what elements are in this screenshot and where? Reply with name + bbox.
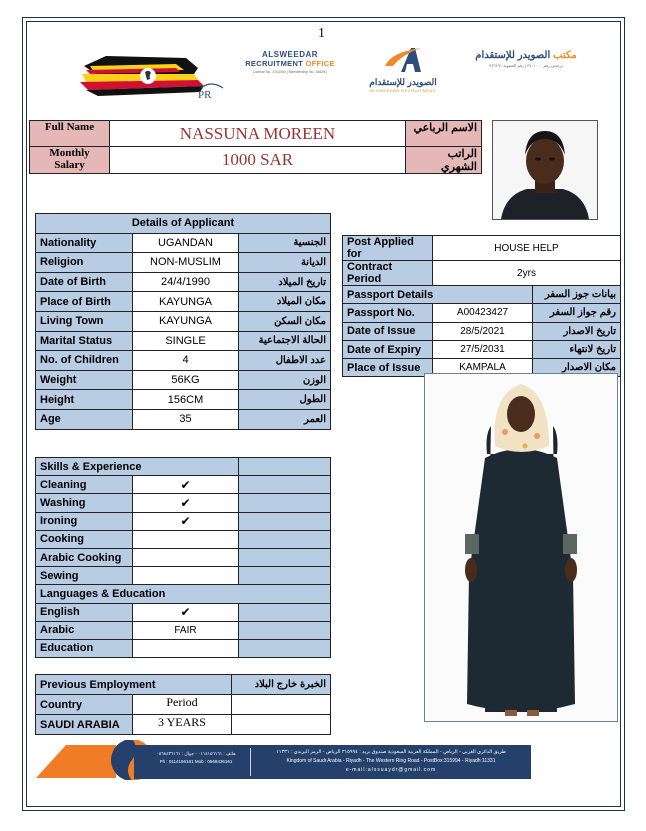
passport-label: Place of Issue: [343, 359, 433, 377]
details-label-ar: عدد الاطفال: [239, 351, 331, 371]
language-value: FAIR: [133, 621, 239, 639]
previous-row: [36, 715, 331, 735]
skills-section-row: [36, 458, 331, 476]
passport-title-ar: بيانات جوز السفر: [533, 286, 621, 304]
salary-value: 1000 SAR: [110, 147, 406, 174]
details-row: [36, 311, 331, 331]
previous-header-row: [36, 695, 331, 715]
country-value: SAUDI ARABIA: [36, 715, 133, 735]
skill-row: [36, 530, 331, 548]
skill-row: [36, 512, 331, 530]
languages-section-row: [36, 585, 331, 603]
details-row: [36, 370, 331, 390]
passport-row: [343, 322, 621, 340]
details-label: Marital Status: [36, 331, 133, 351]
post-row: [343, 236, 621, 261]
passport-label-ar: مكان الاصدار: [533, 359, 621, 377]
country-header: Country: [36, 695, 133, 715]
full-name-label-ar: الاسم الرباعي: [406, 121, 482, 147]
details-label-ar: الديانة: [239, 253, 331, 273]
language-value: [133, 639, 239, 657]
details-label: Religion: [36, 253, 133, 273]
office-arabic-logo: مكتب الصويدر للإستقدام ترخيص رقم ٣٧٠١٠٠٠ | رقم العضوية ٣٤٦٢٩١: [456, 50, 596, 68]
footer-contact-band: [134, 745, 531, 779]
footer-phone-en: Ph : 0114156161 Mob : 0568436161: [159, 759, 233, 764]
passport-row: [343, 304, 621, 322]
contract-row: [343, 261, 621, 286]
skill-label: Cooking: [36, 530, 133, 548]
details-row: [36, 351, 331, 371]
details-row: [36, 409, 331, 429]
passport-value: 27/5/2031: [433, 340, 533, 358]
details-label: Place of Birth: [36, 292, 133, 312]
footer-address-ar: طريق الدائري الغربي - الرياض - المملكة العربية السعودية صندوق بريد : ٣١٥٩٩٤ الرياض - الرمز البريدي : ١١٣٣١: [276, 749, 506, 755]
skill-row: [36, 567, 331, 585]
details-value: 35: [133, 409, 239, 429]
skill-row: [36, 494, 331, 512]
details-value: SINGLE: [133, 331, 239, 351]
full-name-row: [30, 121, 482, 147]
previous-title: Previous Employment: [36, 675, 232, 695]
details-value: NON-MUSLIM: [133, 253, 239, 273]
skill-label: Sewing: [36, 567, 133, 585]
passport-label-ar: تاريخ لانتهاء: [533, 340, 621, 358]
details-label-ar: الجنسية: [239, 233, 331, 253]
full-name-value: NASSUNA MOREEN: [110, 121, 406, 147]
details-label-ar: مكان الميلاد: [239, 292, 331, 312]
details-label: No. of Children: [36, 351, 133, 371]
passport-label: Date of Issue: [343, 322, 433, 340]
office-name-line1: ALSWEEDAR: [261, 50, 319, 59]
skill-label: Cleaning: [36, 476, 133, 494]
passport-value: KAMPALA: [433, 359, 533, 377]
full-body-photo: [424, 373, 618, 722]
skill-check-icon: ✔: [133, 476, 239, 494]
full-name-label: Full Name: [30, 121, 110, 147]
footer-email: e-mail:alssuaydr@gmail.com: [345, 767, 437, 773]
passport-value: A00423427: [433, 304, 533, 322]
previous-employment-table: [35, 674, 331, 735]
footer-phone-ar: هاتف : ٠١١٤١٥٦١٦١ - جوال : ٠٥٦٨٤٣٦١٦١: [156, 751, 236, 756]
passport-label: Passport No.: [343, 304, 433, 322]
alsweedar-office-logo: [236, 50, 344, 74]
skill-check-icon: ✔: [133, 494, 239, 512]
details-row: [36, 292, 331, 312]
details-value: 4: [133, 351, 239, 371]
skill-value: [133, 567, 239, 585]
details-label: Nationality: [36, 233, 133, 253]
a-logo-arabic: الصويدر للإستقدام: [369, 77, 437, 87]
period-header: Period: [133, 695, 232, 715]
language-label: Education: [36, 639, 133, 657]
languages-title: Languages & Education: [36, 585, 331, 603]
details-value: UGANDAN: [133, 233, 239, 253]
a-logo-english: ALSWEEDAR RECRUITMENT: [370, 88, 436, 93]
skills-table: [35, 457, 331, 658]
contract-value: 2yrs: [433, 261, 621, 286]
page-number: 1: [318, 26, 325, 41]
office-name-line2: RECRUITMENT OFFICE: [245, 59, 335, 68]
language-check-icon: ✔: [133, 603, 239, 621]
details-row: [36, 390, 331, 410]
office-arabic-license: ترخيص رقم ٣٧٠١٠٠٠ | رقم العضوية ٣٤٦٢٩١: [489, 63, 563, 68]
skill-value: [133, 548, 239, 566]
post-value: HOUSE HELP: [433, 236, 621, 261]
passport-section-row: [343, 286, 621, 304]
details-value: 56KG: [133, 370, 239, 390]
details-label-ar: الحالة الاجتماعية: [239, 331, 331, 351]
details-row: [36, 233, 331, 253]
skill-label: Washing: [36, 494, 133, 512]
passport-label: Date of Expiry: [343, 340, 433, 358]
previous-section-row: [36, 675, 331, 695]
details-row: [36, 331, 331, 351]
details-label-ar: الطول: [239, 390, 331, 410]
uganda-flag-logo: [76, 48, 226, 100]
passport-photo: [492, 120, 598, 220]
salary-row: [30, 147, 482, 174]
details-label: Height: [36, 390, 133, 410]
details-label-ar: العمر: [239, 409, 331, 429]
post-passport-table: [342, 235, 621, 377]
details-value: KAYUNGA: [133, 292, 239, 312]
details-label: Living Town: [36, 311, 133, 331]
passport-value: 28/5/2021: [433, 322, 533, 340]
language-label: Arabic: [36, 621, 133, 639]
a-recruitment-logo: [362, 46, 444, 96]
name-salary-table: [29, 120, 482, 174]
details-label-ar: مكان السكن: [239, 311, 331, 331]
details-row: [36, 272, 331, 292]
details-label-ar: تاريخ الميلاد: [239, 272, 331, 292]
skill-row: [36, 548, 331, 566]
details-value: 156CM: [133, 390, 239, 410]
skills-title: Skills & Experience: [36, 458, 239, 476]
previous-title-ar: الخبرة خارج البلاد: [232, 675, 331, 695]
skill-label: Ironing: [36, 512, 133, 530]
language-row: [36, 621, 331, 639]
details-value: 24/4/1990: [133, 272, 239, 292]
salary-label: Monthly Salary: [30, 147, 110, 174]
skill-label: Arabic Cooking: [36, 548, 133, 566]
skill-row: [36, 476, 331, 494]
language-label: English: [36, 603, 133, 621]
footer-banner: [36, 740, 531, 780]
passport-label-ar: رقم جواز السفر: [533, 304, 621, 322]
period-value: 3 YEARS: [133, 715, 232, 735]
salary-label-ar: الراتب الشهري: [406, 147, 482, 174]
details-label: Age: [36, 409, 133, 429]
language-row: [36, 603, 331, 621]
license-text: License No. 3701000 | Membership No. 346291: [252, 70, 328, 74]
skill-value: [133, 530, 239, 548]
language-row: [36, 639, 331, 657]
skill-check-icon: ✔: [133, 512, 239, 530]
passport-row: [343, 340, 621, 358]
details-label-ar: الوزن: [239, 370, 331, 390]
post-label: Post Applied for: [343, 236, 433, 261]
details-value: KAYUNGA: [133, 311, 239, 331]
footer-address-en: Kingdom of Saudi Arabia - Riyadh - The Western Ring Road - PostBox:315994 - Riyadh:11331: [286, 758, 496, 764]
details-row: [36, 253, 331, 273]
footer-divider: [250, 748, 251, 776]
passport-label-ar: تاريخ الاصدار: [533, 322, 621, 340]
pr-logo-text: PR: [198, 89, 212, 100]
details-label: Weight: [36, 370, 133, 390]
details-label: Date of Birth: [36, 272, 133, 292]
passport-title: Passport Details: [343, 286, 533, 304]
details-title: Details of Applicant: [36, 214, 331, 234]
contract-label: Contract Period: [343, 261, 433, 286]
a-letter-icon: [381, 46, 425, 74]
applicant-details-table: [35, 213, 331, 430]
